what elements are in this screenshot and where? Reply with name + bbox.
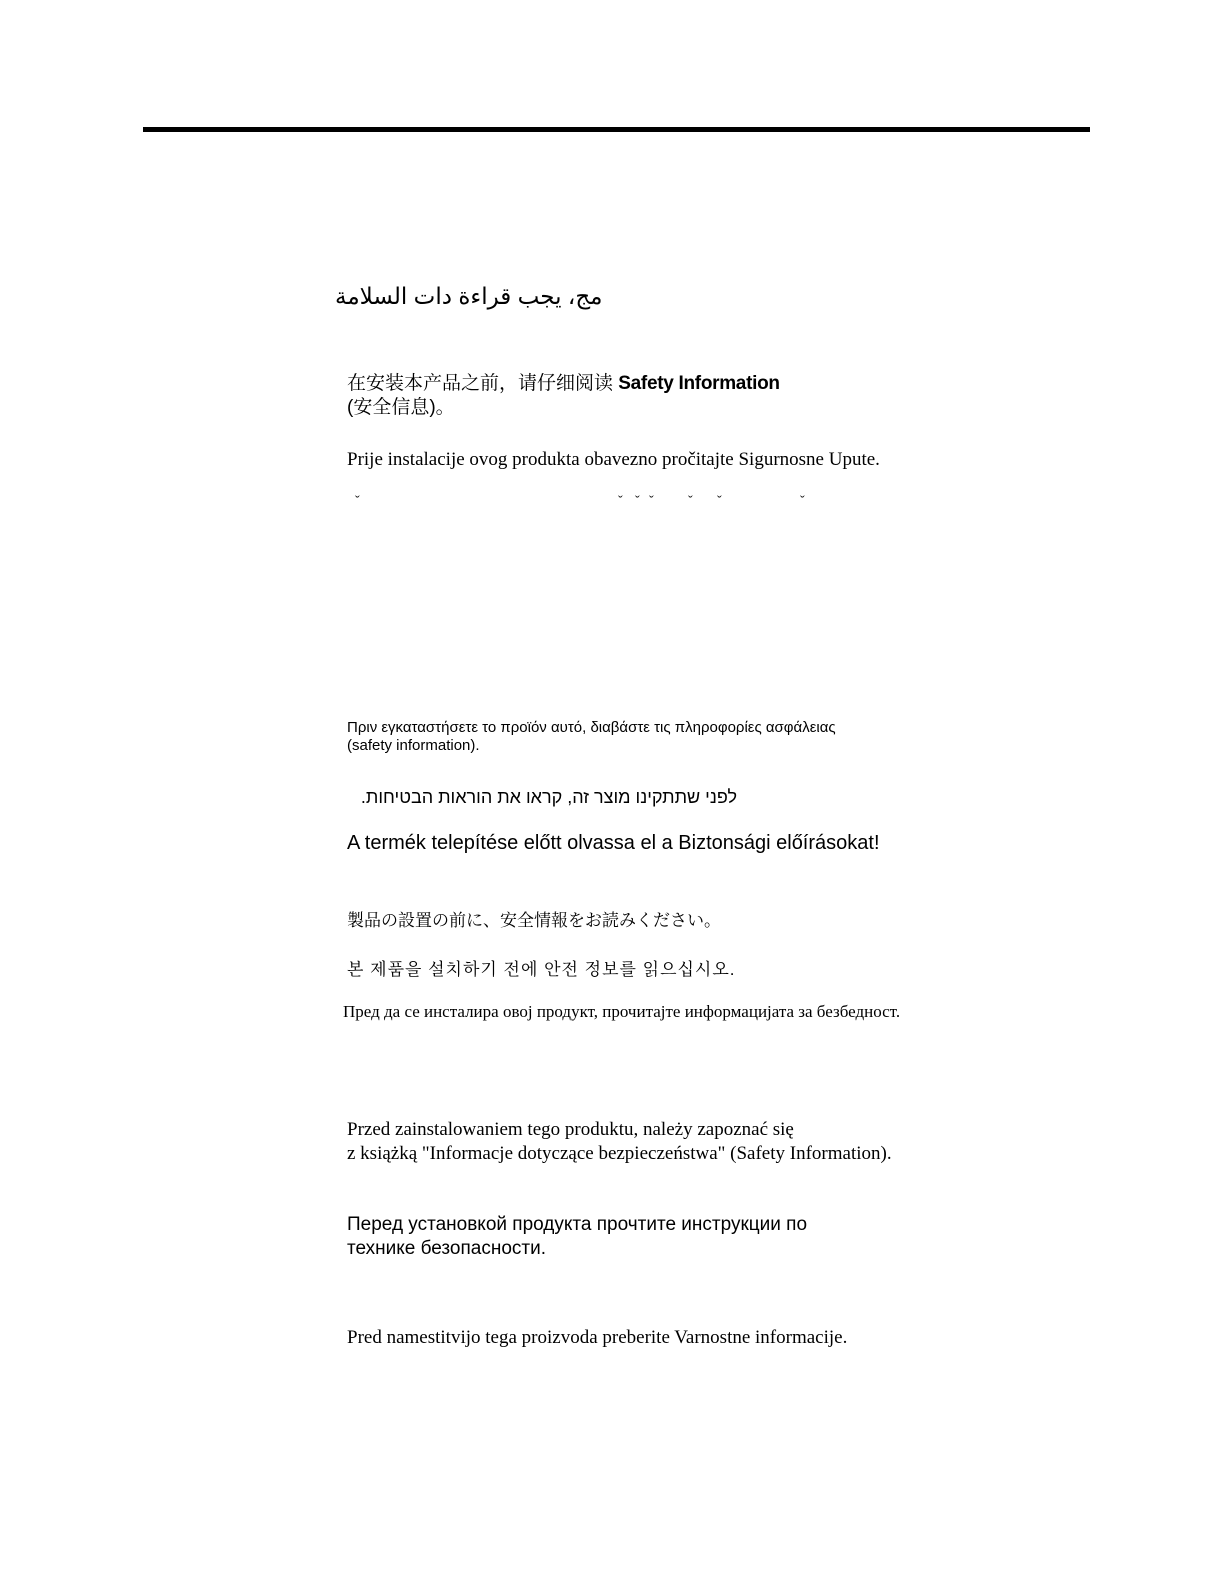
notice-greek-line2: (safety information). xyxy=(347,737,480,754)
caron-mark: ˇ xyxy=(649,494,654,509)
notice-russian-line1: Перед установкой продукта прочтите инструкции по xyxy=(347,1214,808,1235)
notice-chinese-line2: (安全信息)。 xyxy=(347,397,455,418)
notice-croatian: Prije instalacije ovog produkta obavezno pročitajte Sigurnosne Upute. xyxy=(347,449,880,470)
notice-russian-line2: технике безопасности. xyxy=(347,1238,547,1259)
caron-mark: ˇ xyxy=(717,494,722,509)
notice-hungarian: A termék telepítése előtt olvassa el a Biztonsági előírásokat! xyxy=(347,832,880,854)
notice-japanese: 製品の設置の前に、安全情報をお読みください。 xyxy=(347,911,721,930)
notice-macedonian: Пред да се инсталира овој продукт, прочитајте информацијата за безбедност. xyxy=(343,1002,901,1021)
notice-hebrew: לפני שתתקינו מוצר זה, קראו את הוראות הבטיחות. xyxy=(360,787,737,807)
caron-mark: ˇ xyxy=(688,494,693,509)
header-rule xyxy=(143,127,1090,132)
notice-polish xyxy=(347,1118,892,1166)
notice-russian xyxy=(347,1213,807,1261)
notice-slovenian: Pred namestitvijo tega proizvoda preberite Varnostne informacije. xyxy=(347,1327,848,1348)
notice-chinese-line1 xyxy=(347,372,780,396)
notice-greek xyxy=(347,719,836,755)
notice-polish-line2: z książką "Informacje dotyczące bezpieczeństwa" (Safety Information). xyxy=(347,1143,892,1164)
notice-arabic: مج، يجب قراءة دات السلامة xyxy=(335,283,603,309)
caron-mark: ˇ xyxy=(355,494,360,509)
caron-mark: ˇ xyxy=(618,494,623,509)
notice-chinese-latin: Safety Information xyxy=(618,373,780,394)
notice-korean: 본 제품을 설치하기 전에 안전 정보를 읽으십시오. xyxy=(347,960,736,979)
notice-chinese xyxy=(347,372,780,420)
notice-greek-line1: Πριν εγκαταστήσετε το προϊόν αυτό, διαβάστε τις πληροφορίες ασφάλειας xyxy=(347,719,836,736)
caron-mark: ˇ xyxy=(635,494,640,509)
notice-chinese-cjk: 在安装本产品之前，请仔细阅读 xyxy=(347,373,614,394)
caron-mark: ˇ xyxy=(800,494,805,509)
notice-polish-line1: Przed zainstalowaniem tego produktu, należy zapoznać się xyxy=(347,1119,794,1140)
